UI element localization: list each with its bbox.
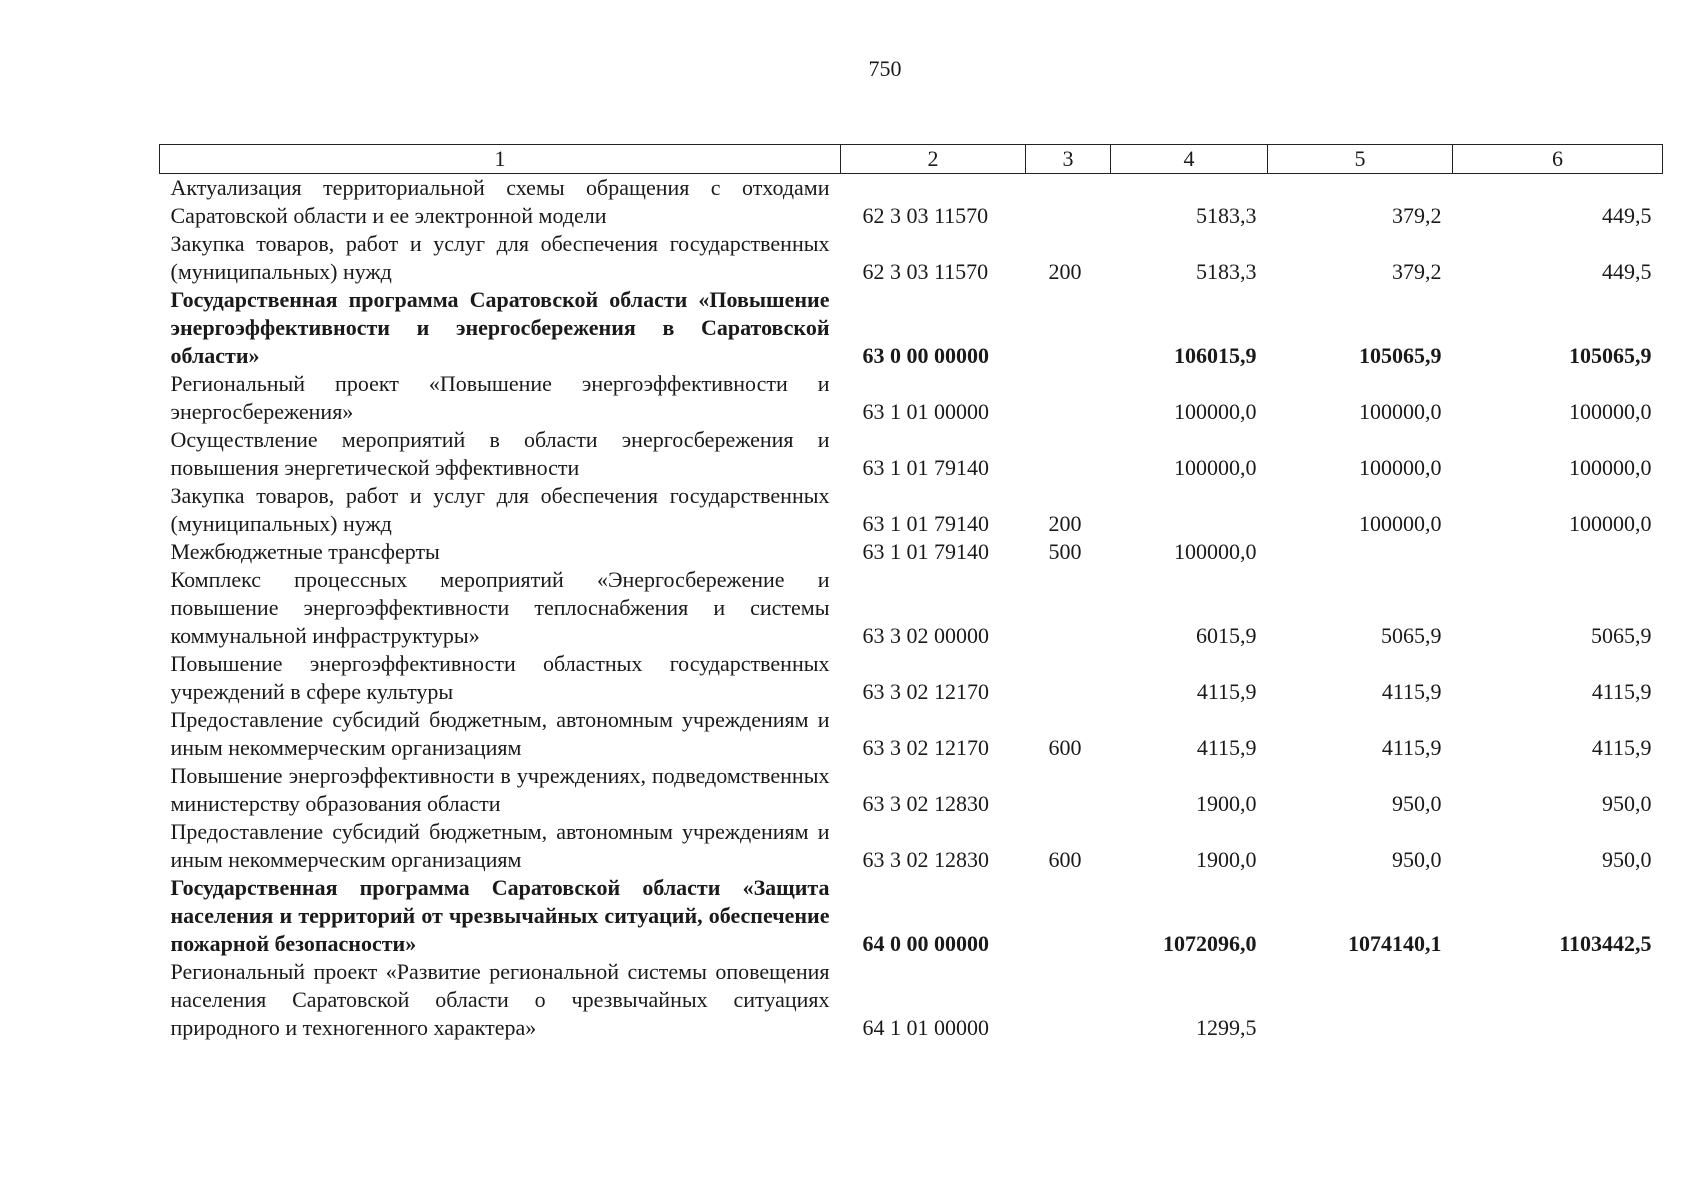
row-value-1-cell: 5183,3 — [1196, 259, 1257, 284]
table-row — [160, 538, 1663, 566]
table-row — [160, 762, 1663, 818]
row-value-2-cell: 379,2 — [1392, 259, 1442, 284]
column-header-3: 3 — [1026, 145, 1111, 174]
row-code-cell: 64 0 00 00000 — [862, 931, 989, 956]
column-header-1: 1 — [160, 145, 841, 174]
row-code-cell: 63 3 02 12170 — [862, 735, 989, 760]
row-value-1-cell: 106015,9 — [1174, 343, 1257, 368]
row-value-3-cell: 4115,9 — [1591, 735, 1652, 760]
column-header-6: 6 — [1453, 145, 1663, 174]
row-code-cell: 63 3 02 00000 — [862, 623, 989, 648]
row-code-cell: 64 1 01 00000 — [862, 1015, 989, 1040]
row-kvr-cell — [1026, 566, 1111, 650]
column-header-5: 5 — [1268, 145, 1453, 174]
row-value-1-cell: 1900,0 — [1196, 847, 1257, 872]
table-row — [160, 818, 1663, 874]
table-row — [160, 286, 1663, 370]
row-value-3-cell: 4115,9 — [1591, 679, 1652, 704]
row-name-cell: Закупка товаров, работ и услуг для обеспечения государственных (муниципальных) нужд — [170, 483, 830, 536]
header-row — [160, 145, 1663, 174]
row-value-1-cell: 1299,5 — [1196, 1015, 1257, 1040]
row-name-cell: Осуществление мероприятий в области энергосбережения и повышения энергетической эффективности — [170, 427, 830, 480]
row-kvr-cell: 600 — [1048, 847, 1082, 872]
row-kvr-cell — [1026, 762, 1111, 818]
row-kvr-cell — [1026, 286, 1111, 370]
table-row — [160, 370, 1663, 426]
row-name-cell: Региональный проект «Развитие региональной системы оповещения населения Саратовской области о чрезвычайных ситуациях природного и техногенного характера» — [170, 959, 830, 1040]
row-name-cell: Региональный проект «Повышение энергоэффективности и энергосбережения» — [170, 371, 830, 424]
column-header-4: 4 — [1111, 145, 1268, 174]
row-value-2-cell: 100000,0 — [1359, 455, 1442, 480]
table-row — [160, 566, 1663, 650]
row-value-1-cell: 100000,0 — [1174, 399, 1257, 424]
row-code-cell: 62 3 03 11570 — [862, 259, 989, 284]
row-kvr-cell — [1026, 174, 1111, 231]
row-value-3-cell: 100000,0 — [1569, 511, 1652, 536]
row-kvr-cell — [1026, 874, 1111, 958]
row-value-2-cell — [1268, 958, 1453, 1042]
row-value-3-cell: 100000,0 — [1569, 399, 1652, 424]
row-value-2-cell: 1074140,1 — [1348, 931, 1442, 956]
row-value-1-cell: 1072096,0 — [1163, 931, 1257, 956]
row-value-1-cell: 4115,9 — [1196, 735, 1257, 760]
row-code-cell: 63 1 01 00000 — [862, 399, 989, 424]
row-value-1-cell: 6015,9 — [1196, 623, 1257, 648]
row-value-2-cell: 100000,0 — [1359, 511, 1442, 536]
row-value-3-cell: 5065,9 — [1591, 623, 1652, 648]
row-value-1-cell: 100000,0 — [1174, 539, 1257, 564]
row-value-1-cell: 100000,0 — [1174, 455, 1257, 480]
row-name-cell: Актуализация территориальной схемы обращения с отходами Саратовской области и ее электронной модели — [170, 175, 830, 228]
row-code-cell: 63 1 01 79140 — [862, 511, 989, 536]
row-value-2-cell: 5065,9 — [1381, 623, 1442, 648]
row-kvr-cell — [1026, 426, 1111, 482]
row-value-3-cell: 1103442,5 — [1559, 931, 1652, 956]
row-kvr-cell: 200 — [1048, 259, 1082, 284]
budget-table — [159, 144, 1663, 1042]
row-kvr-cell: 600 — [1048, 735, 1082, 760]
row-value-2-cell: 4115,9 — [1381, 735, 1442, 760]
row-value-3-cell — [1453, 538, 1663, 566]
table-row — [160, 650, 1663, 706]
table-body — [160, 174, 1663, 1043]
row-value-3-cell: 100000,0 — [1569, 455, 1652, 480]
column-header-2: 2 — [841, 145, 1026, 174]
row-value-1-cell: 1900,0 — [1196, 791, 1257, 816]
row-kvr-cell — [1026, 370, 1111, 426]
row-kvr-cell: 500 — [1048, 539, 1082, 564]
row-kvr-cell — [1026, 958, 1111, 1042]
row-code-cell: 63 3 02 12830 — [862, 791, 989, 816]
row-name-cell: Предоставление субсидий бюджетным, автономным учреждениям и иным некоммерческим организациям — [170, 819, 830, 872]
row-code-cell: 63 3 02 12170 — [862, 679, 989, 704]
row-kvr-cell — [1026, 650, 1111, 706]
row-name-cell: Закупка товаров, работ и услуг для обеспечения государственных (муниципальных) нужд — [170, 231, 830, 284]
row-code-cell: 63 1 01 79140 — [862, 539, 989, 564]
row-value-1-cell — [1111, 482, 1268, 538]
table-row — [160, 174, 1663, 231]
row-value-1-cell: 5183,3 — [1196, 203, 1257, 228]
row-value-3-cell: 105065,9 — [1569, 343, 1652, 368]
row-value-3-cell: 449,5 — [1602, 259, 1652, 284]
row-value-2-cell: 105065,9 — [1359, 343, 1442, 368]
row-name-cell: Государственная программа Саратовской области «Повышение энергоэффективности и энергосбережения в Саратовской области» — [170, 287, 830, 368]
row-code-cell: 63 3 02 12830 — [862, 847, 989, 872]
row-code-cell: 62 3 03 11570 — [862, 203, 989, 228]
row-value-3-cell — [1453, 958, 1663, 1042]
row-value-1-cell: 4115,9 — [1196, 679, 1257, 704]
row-kvr-cell: 200 — [1048, 511, 1082, 536]
row-name-cell: Межбюджетные трансферты — [170, 539, 440, 564]
row-value-3-cell: 449,5 — [1602, 203, 1652, 228]
row-name-cell: Повышение энергоэффективности в учреждениях, подведомственных министерству образования области — [170, 763, 830, 816]
table-row — [160, 874, 1663, 958]
table-row — [160, 426, 1663, 482]
row-name-cell: Предоставление субсидий бюджетным, автономным учреждениям и иным некоммерческим организациям — [170, 707, 830, 760]
table-row — [160, 706, 1663, 762]
page-number: 750 — [868, 56, 902, 81]
row-value-2-cell: 100000,0 — [1359, 399, 1442, 424]
row-value-2-cell: 950,0 — [1392, 847, 1442, 872]
row-value-3-cell: 950,0 — [1602, 847, 1652, 872]
row-name-cell: Государственная программа Саратовской области «Защита населения и территорий от чрезвычайных ситуаций, обеспечение пожарной безопасности» — [170, 875, 830, 956]
row-code-cell: 63 0 00 00000 — [862, 343, 989, 368]
table-row — [160, 958, 1663, 1042]
row-value-2-cell: 950,0 — [1392, 791, 1442, 816]
row-value-2-cell: 379,2 — [1392, 203, 1442, 228]
table-row — [160, 482, 1663, 538]
row-code-cell: 63 1 01 79140 — [862, 455, 989, 480]
row-name-cell: Повышение энергоэффективности областных государственных учреждений в сфере культуры — [170, 651, 830, 704]
table-header — [160, 145, 1663, 174]
table-row — [160, 230, 1663, 286]
row-value-2-cell: 4115,9 — [1381, 679, 1442, 704]
row-value-2-cell — [1268, 538, 1453, 566]
row-value-3-cell: 950,0 — [1602, 791, 1652, 816]
row-name-cell: Комплекс процессных мероприятий «Энергосбережение и повышение энергоэффективности теплоснабжения и системы коммунальной инфраструктуры» — [170, 567, 830, 648]
